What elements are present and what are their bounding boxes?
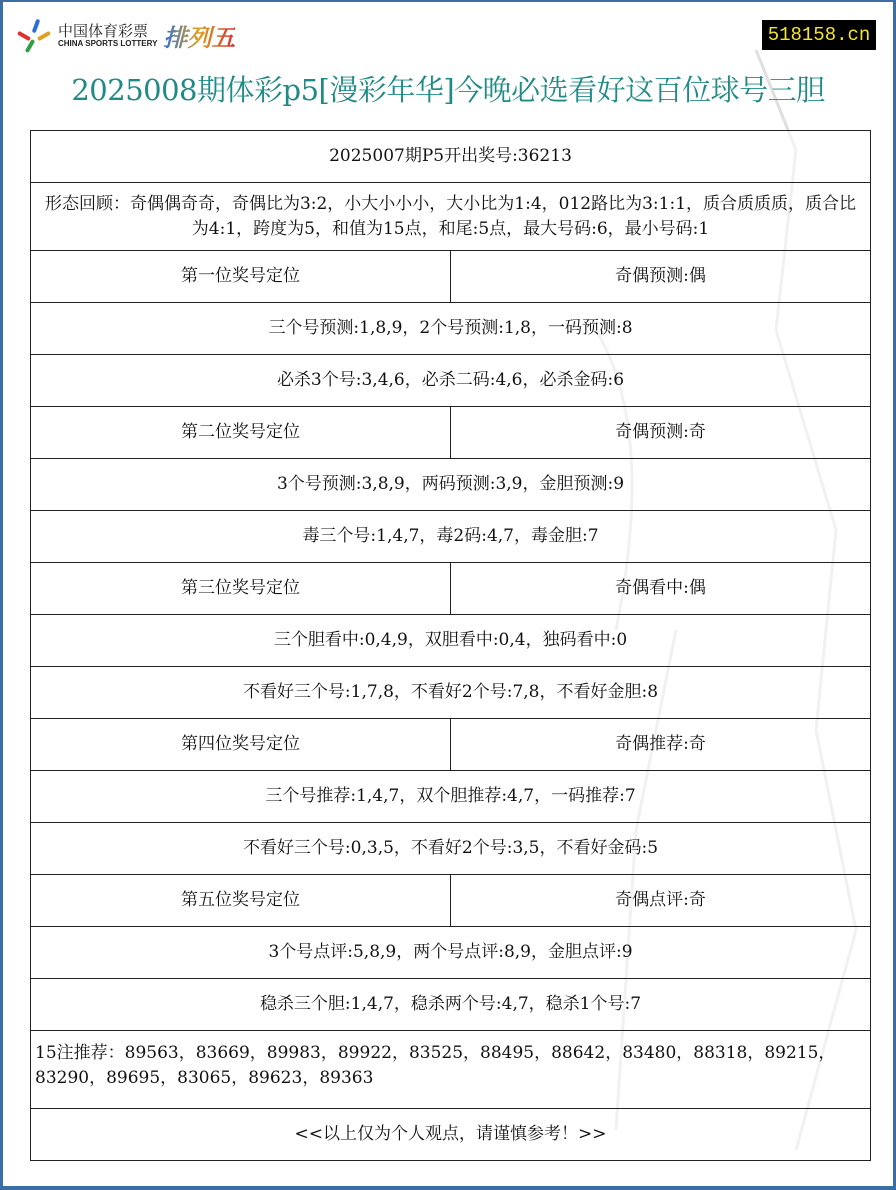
picks-row: 15注推荐：89563，83669，89983，89922，83525，88495，88642，83480，88318，89215，83290，89695，83065，89623，89363 — [31, 1031, 871, 1109]
kill-row: 稳杀三个胆:1,4,7，稳杀两个号:4,7，稳杀1个号:7 — [31, 979, 871, 1031]
odd-even: 奇偶看中:偶 — [451, 563, 871, 615]
logo-cn-text: 中国体育彩票 — [58, 22, 149, 40]
position-title: 第三位奖号定位 — [31, 563, 451, 615]
disclaimer: <<以上仅为个人观点，请谨慎参考！>> — [31, 1109, 871, 1161]
china-sports-lottery-logo — [20, 18, 235, 53]
odd-even: 奇偶推荐:奇 — [451, 719, 871, 771]
position-title: 第四位奖号定位 — [31, 719, 451, 771]
logo-brand-text: 排列五 — [163, 18, 235, 53]
odd-even: 奇偶点评:奇 — [451, 875, 871, 927]
kill-row: 毒三个号:1,4,7，毒2码:4,7，毒金胆:7 — [31, 511, 871, 563]
prediction-row: 三个胆看中:0,4,9，双胆看中:0,4，独码看中:0 — [31, 615, 871, 667]
kill-row: 不看好三个号:1,7,8，不看好2个号:7,8，不看好金胆:8 — [31, 667, 871, 719]
prediction-row: 3个号点评:5,8,9，两个号点评:8,9，金胆点评:9 — [31, 927, 871, 979]
lottery-logo-icon — [20, 19, 52, 53]
odd-even: 奇偶预测:奇 — [451, 407, 871, 459]
position-title: 第二位奖号定位 — [31, 407, 451, 459]
prediction-row: 三个号推荐:1,4,7，双个胆推荐:4,7，一码推荐:7 — [31, 771, 871, 823]
page-title: 2025008期体彩p5[漫彩年华]今晚必选看好这百位球号三胆 — [71, 73, 825, 107]
logo-en-text: CHINA SPORTS LOTTERY — [58, 39, 158, 48]
prediction-table — [30, 130, 871, 1161]
position-title: 第一位奖号定位 — [31, 251, 451, 303]
draw-result: 2025007期P5开出奖号:36213 — [31, 131, 871, 183]
kill-row: 必杀3个号:3,4,6，必杀二码:4,6，必杀金码:6 — [31, 355, 871, 407]
odd-even: 奇偶预测:偶 — [451, 251, 871, 303]
position-title: 第五位奖号定位 — [31, 875, 451, 927]
site-badge[interactable]: 518158.cn — [762, 20, 876, 50]
prediction-row: 三个号预测:1,8,9，2个号预测:1,8，一码预测:8 — [31, 303, 871, 355]
prediction-row: 3个号预测:3,8,9，两码预测:3,9，金胆预测:9 — [31, 459, 871, 511]
pattern-review: 形态回顾：奇偶偶奇奇，奇偶比为3:2，小大小小小，大小比为1:4，012路比为3:1:1，质合质质质，质合比为4:1，跨度为5，和值为15点，和尾:5点，最大号码:6，最小号码:1 — [31, 183, 871, 251]
kill-row: 不看好三个号:0,3,5，不看好2个号:3,5，不看好金码:5 — [31, 823, 871, 875]
